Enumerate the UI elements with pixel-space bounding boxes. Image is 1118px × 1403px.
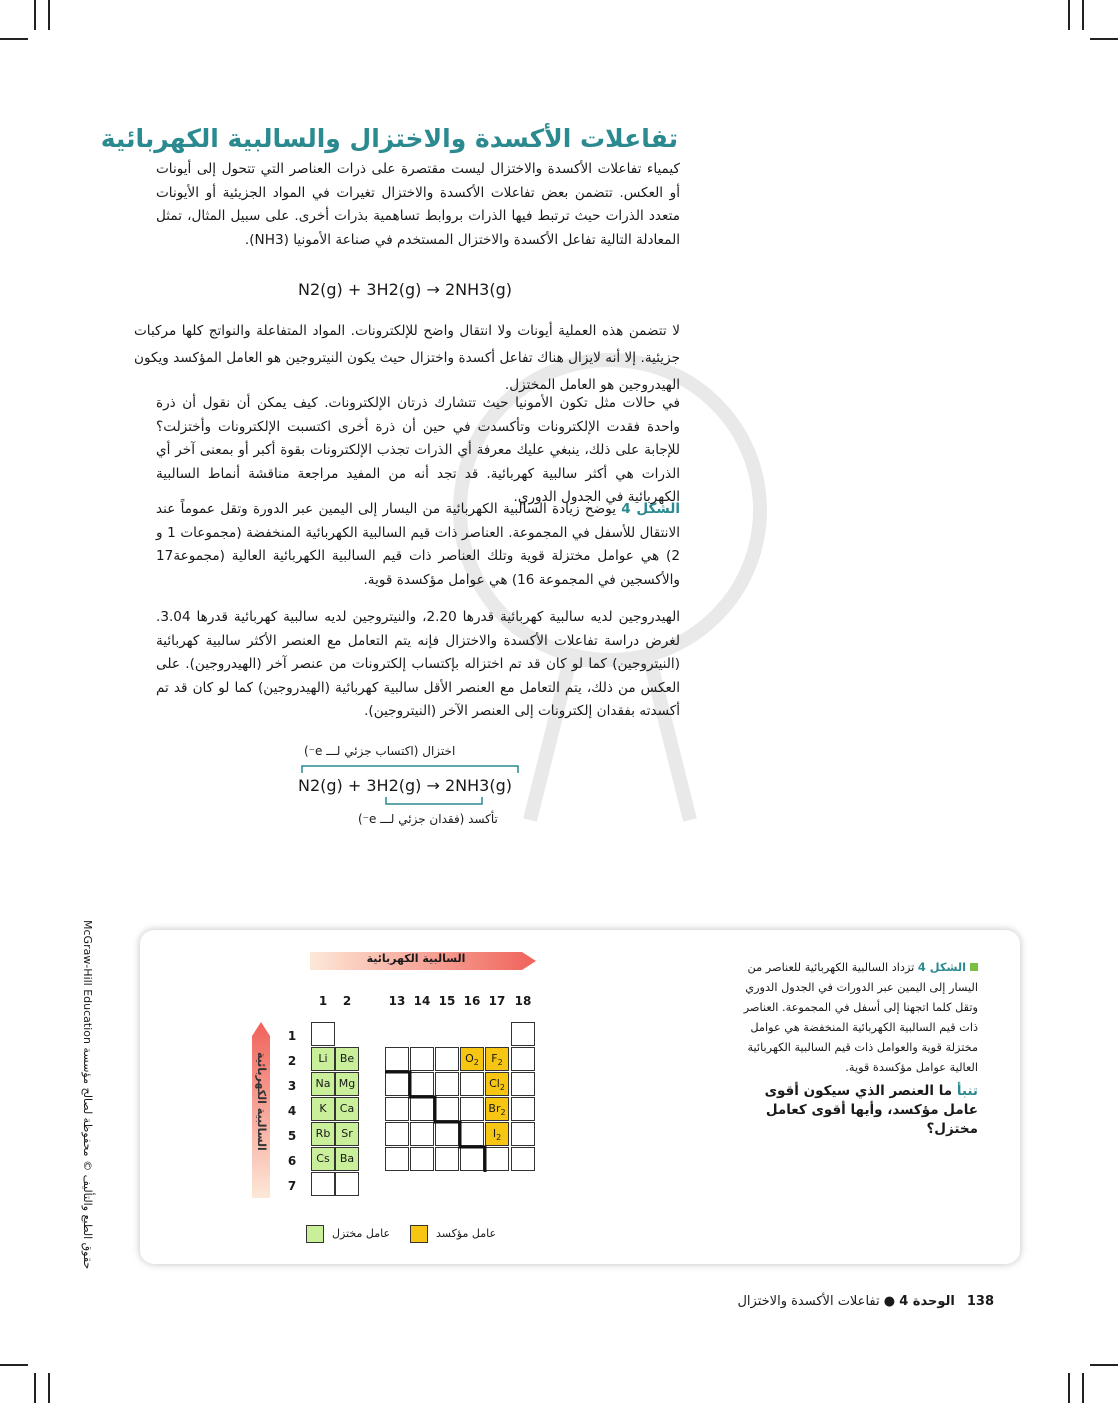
footer-chapter: تفاعلات الأكسدة والاختزال	[737, 1294, 880, 1309]
paragraph-shared-electrons: في حالات مثل تكون الأمونيا حيث تتشارك ذرتان الإلكترونات. كيف يمكن أن نقول أن ذرة واحدة فقدت الإلكترونات وتأكسدت في حين أن ذرة أخرى اكتسبت الإلكترونات وأختزلت؟ للإجابة على ذلك، ينبغي عليك معرفة أي الذرات تجذب الإلكترونات بقوة أكبر أو بمعنى آخر أي الذرات هي أكثر سالبية كهربائية. قد تجد أنه من المفيد مراجعة مناقشة أنماط السالبية الكهربائية في الجدول الدوري.	[156, 395, 680, 506]
arrow-label-horizontal: السالبية الكهربائية	[366, 952, 466, 965]
period-1-group-18-cell	[511, 1022, 535, 1046]
caption-text: تزداد السالبية الكهربائية للعناصر من اليسار إلى اليمين عبر الدورات في الجدول الدوري وتقل كلما اتجهنا إلى أسفل في المجموعة. العناصر ذات قيم السالبية الكهربائية المنخفضة هي عوامل مختزلة قوية والعوامل ذات قيم السالبية الكهربائية العالية عوامل مؤكسدة قوية.	[743, 961, 978, 1074]
oxidation-label: تأكسد (فقدان جزئي لـــ e⁻)	[358, 812, 498, 826]
element-cell-o2: $O_2$	[460, 1047, 484, 1071]
arrow-label-vertical: السالبية الكهربائية	[255, 1052, 268, 1151]
copyright-credit: حقوق الطبع والتأليف © محفوظة لصالح مؤسسة McGraw-Hill Education	[81, 920, 94, 1270]
element-cell-i2: $I_2$	[485, 1122, 509, 1146]
paragraph-hydrogen-nitrogen: الهيدروجين لديه سالبية كهربائية قدرها 2.20، والنيتروجين لديه سالبية كهربائية قدرها 3.04. لغرض دراسة تفاعلات الأكسدة والاختزال فإنه يتم التعامل مع العنصر الأكثر سالبية كهربائية (النيتروجين) كما لو كان قد تم اختزاله بإكتساب إلكترونات من عنصر آخر (الهيدروجين). على العكس من ذلك، يتم التعامل مع العنصر الأقل سالبية كهربائية (الهيدروجين) كما لو كان قد تم أكسدته بفقدان إلكترونات إلى العنصر الآخر (النيتروجين).	[156, 609, 680, 720]
crop-mark	[34, 1373, 36, 1403]
figure-caption	[738, 958, 978, 1139]
element-cell-be: Be	[335, 1047, 359, 1071]
element-cell-mg: Mg	[335, 1072, 359, 1096]
page-number: 138	[966, 1294, 994, 1309]
group-number: 17	[488, 994, 506, 1008]
predict-question	[738, 1082, 978, 1139]
p-block-cell	[385, 1047, 409, 1071]
period-number: 5	[287, 1129, 297, 1143]
crop-mark	[1068, 1373, 1070, 1403]
crop-mark	[48, 1373, 50, 1403]
element-cell-br2: $Br_2$	[485, 1097, 509, 1121]
paragraph-no-ions: لا تتضمن هذه العملية أيونات ولا انتقال واضح للإلكترونات. المواد المتفاعلة والنواتج كلها مركبات جزيئية. إلا أنه لايزال هناك تفاعل أكسدة واختزال حيث يكون النيتروجين هو العامل المؤكسد ويكون الهيدروجين هو العامل المختزل.	[134, 323, 680, 393]
crop-mark	[1082, 1373, 1084, 1403]
group-number: 13	[388, 994, 406, 1008]
caption-bullet	[970, 963, 978, 971]
group-number: 1	[318, 994, 328, 1008]
equation-bracketed: N2(g) + 3H2(g) → 2NH3(g)	[298, 776, 512, 795]
predict-label: تنبأ	[956, 1083, 978, 1099]
element-cell-f2: $F_2$	[485, 1047, 509, 1071]
legend-label-oxidizing: عامل مؤكسد	[436, 1227, 497, 1240]
group-number: 15	[438, 994, 456, 1008]
period-1-group-1-cell	[311, 1022, 335, 1046]
p-block-cell	[511, 1072, 535, 1096]
p-block-cell	[410, 1047, 434, 1071]
period-7-cell	[335, 1172, 359, 1196]
crop-mark	[1090, 1364, 1118, 1366]
element-cell-cl2: $Cl_2$	[485, 1072, 509, 1096]
legend-swatch-reducing	[306, 1225, 324, 1243]
reduction-label: اختزال (اكتساب جزئي لـــ e⁻)	[304, 744, 456, 758]
period-number: 6	[287, 1154, 297, 1168]
caption-bold: الشكل 4	[917, 961, 966, 974]
p-block-cell	[511, 1097, 535, 1121]
footer-bullet: ●	[879, 1294, 896, 1309]
predict-text: ما العنصر الذي سيكون أقوى عامل مؤكسد، وأيها أقوى كعامل مختزل؟	[764, 1083, 978, 1137]
crop-mark	[48, 0, 50, 30]
period-number: 3	[287, 1079, 297, 1093]
crop-mark	[34, 0, 36, 30]
period-number: 1	[287, 1029, 297, 1043]
element-cell-sr: Sr	[335, 1122, 359, 1146]
crop-mark	[1090, 38, 1118, 40]
crop-mark	[1082, 0, 1084, 30]
intro-paragraph: كيمياء تفاعلات الأكسدة والاختزال ليست مقتصرة على ذرات العناصر التي تتحول إلى أيونات أو العكس. تتضمن بعض تفاعلات الأكسدة والاختزال تغيرات في المواد الجزيئية أو الأيونات متعدد الذرات حيث ترتبط فيها الذرات بروابط تساهمية بذرات أخرى. على سبيل المثال، تمثل المعادلة التالية تفاعل الأكسدة والاختزال المستخدم في صناعة الأمونيا (NH3).	[156, 161, 680, 248]
p-block-cell	[485, 1147, 509, 1171]
p-block-cell	[435, 1047, 459, 1071]
element-cell-na: Na	[311, 1072, 335, 1096]
p-block-cell	[511, 1147, 535, 1171]
crop-mark	[1068, 0, 1070, 30]
period-number: 4	[287, 1104, 297, 1118]
element-cell-li: Li	[311, 1047, 335, 1071]
footer-unit: الوحدة 4	[899, 1294, 955, 1309]
element-cell-ca: Ca	[335, 1097, 359, 1121]
metalloid-staircase	[384, 1070, 488, 1174]
crop-mark	[0, 1364, 28, 1366]
group-number: 2	[342, 994, 352, 1008]
section-heading: تفاعلات الأكسدة والاختزال والسالبية الكهربائية	[100, 124, 678, 153]
legend-label-reducing: عامل مختزل	[332, 1227, 391, 1240]
group-number: 14	[413, 994, 431, 1008]
period-7-cell	[311, 1172, 335, 1196]
figure-ref-bold: الشكل 4	[621, 501, 680, 517]
p-block-cell	[511, 1047, 535, 1071]
paragraph-figure-ref	[156, 498, 680, 592]
oxidation-bracket	[384, 796, 484, 806]
period-number: 7	[287, 1179, 297, 1193]
period-number: 2	[287, 1054, 297, 1068]
legend-swatch-oxidizing	[410, 1225, 428, 1243]
reduction-bracket	[300, 764, 520, 774]
element-cell-k: K	[311, 1097, 335, 1121]
element-cell-cs: Cs	[311, 1147, 335, 1171]
figure-ref-text: يوضح زيادة السالبية الكهربائية من اليسار إلى اليمين عبر الدورة وتقل عموماً عند الانتقال للأسفل في المجموعة. العناصر ذات قيم السالبية الكهربائية المنخفضة (مجموعات 1 و 2) هي عوامل مختزلة قوية وتلك العناصر ذات قيم السالبية الكهربائية العالية (مجموعة17 والأكسجين في المجموعة 16) هي عوامل مؤكسدة قوية.	[156, 501, 680, 588]
equation-ammonia: N2(g) + 3H2(g) → 2NH3(g)	[298, 280, 512, 299]
element-cell-ba: Ba	[335, 1147, 359, 1171]
page-footer	[737, 1294, 994, 1309]
group-number: 16	[463, 994, 481, 1008]
group-number: 18	[514, 994, 532, 1008]
crop-mark	[0, 38, 28, 40]
p-block-cell	[511, 1122, 535, 1146]
element-cell-rb: Rb	[311, 1122, 335, 1146]
